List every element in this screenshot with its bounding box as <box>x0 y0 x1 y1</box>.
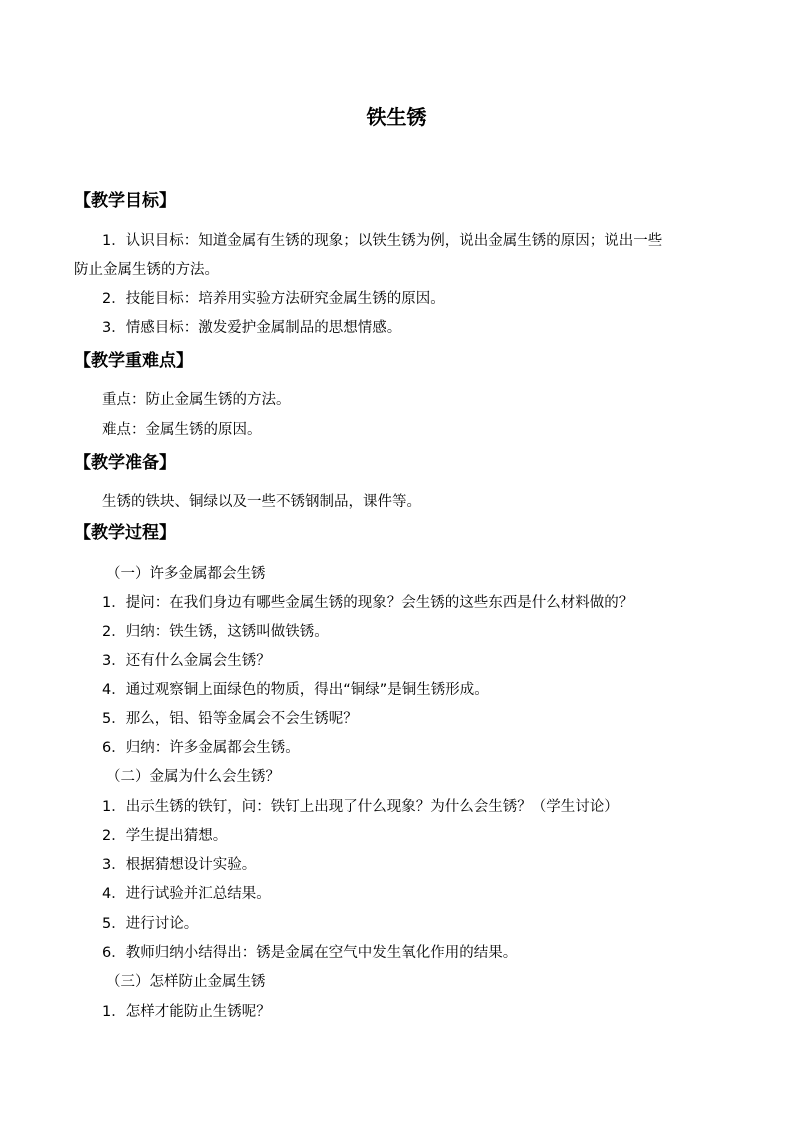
preparation-text: 生锈的铁块、铜绿以及一些不锈钢制品，课件等。 <box>102 494 421 510</box>
list-item: 1．出示生锈的铁钉，问：铁钉上出现了什么现象？为什么会生锈？（学生讨论） <box>102 799 619 815</box>
list-item: 2．归纳：铁生锈，这锈叫做铁锈。 <box>102 624 329 640</box>
list-item: 1．怎样才能防止生锈呢？ <box>102 1004 271 1020</box>
list-item: 2．学生提出猜想。 <box>102 828 228 844</box>
objective-3: 3．情感目标：激发爱护金属制品的思想情感。 <box>102 320 402 336</box>
part-2-title: （二）金属为什么会生锈？ <box>106 769 280 785</box>
heading-objectives: 【教学目标】 <box>74 191 176 211</box>
list-item: 4．进行试验并汇总结果。 <box>102 886 271 902</box>
heading-key-points: 【教学重难点】 <box>74 351 193 371</box>
list-item: 3．还有什么金属会生锈？ <box>102 653 271 669</box>
list-item: 5．那么，铝、铅等金属会不会生锈呢？ <box>102 711 358 727</box>
part-1-title: （一）许多金属都会生锈 <box>106 566 266 582</box>
list-item: 3．根据猜想设计实验。 <box>102 857 257 873</box>
document-title: 铁生锈 <box>366 105 427 129</box>
heading-process: 【教学过程】 <box>74 523 176 543</box>
objective-1-line-2: 防止金属生锈的方法。 <box>74 262 219 278</box>
part-3-title: （三）怎样防止金属生锈 <box>106 974 266 990</box>
objective-1-line-1: 1．认识目标：知道金属有生锈的现象；以铁生锈为例，说出金属生锈的原因；说出一些 <box>102 233 663 249</box>
key-point-difficulty: 难点：金属生锈的原因。 <box>102 422 262 438</box>
heading-preparation: 【教学准备】 <box>74 453 176 473</box>
key-point-focus: 重点：防止金属生锈的方法。 <box>102 392 291 408</box>
list-item: 4．通过观察铜上面绿色的物质，得出“铜绿”是铜生锈形成。 <box>102 682 489 698</box>
list-item: 6．教师归纳小结得出：锈是金属在空气中发生氧化作用的结果。 <box>102 945 518 961</box>
list-item: 1．提问：在我们身边有哪些金属生锈的现象？会生锈的这些东西是什么材料做的？ <box>102 595 634 611</box>
objective-2: 2．技能目标：培养用实验方法研究金属生锈的原因。 <box>102 291 445 307</box>
list-item: 6．归纳：许多金属都会生锈。 <box>102 740 300 756</box>
list-item: 5．进行讨论。 <box>102 916 199 932</box>
